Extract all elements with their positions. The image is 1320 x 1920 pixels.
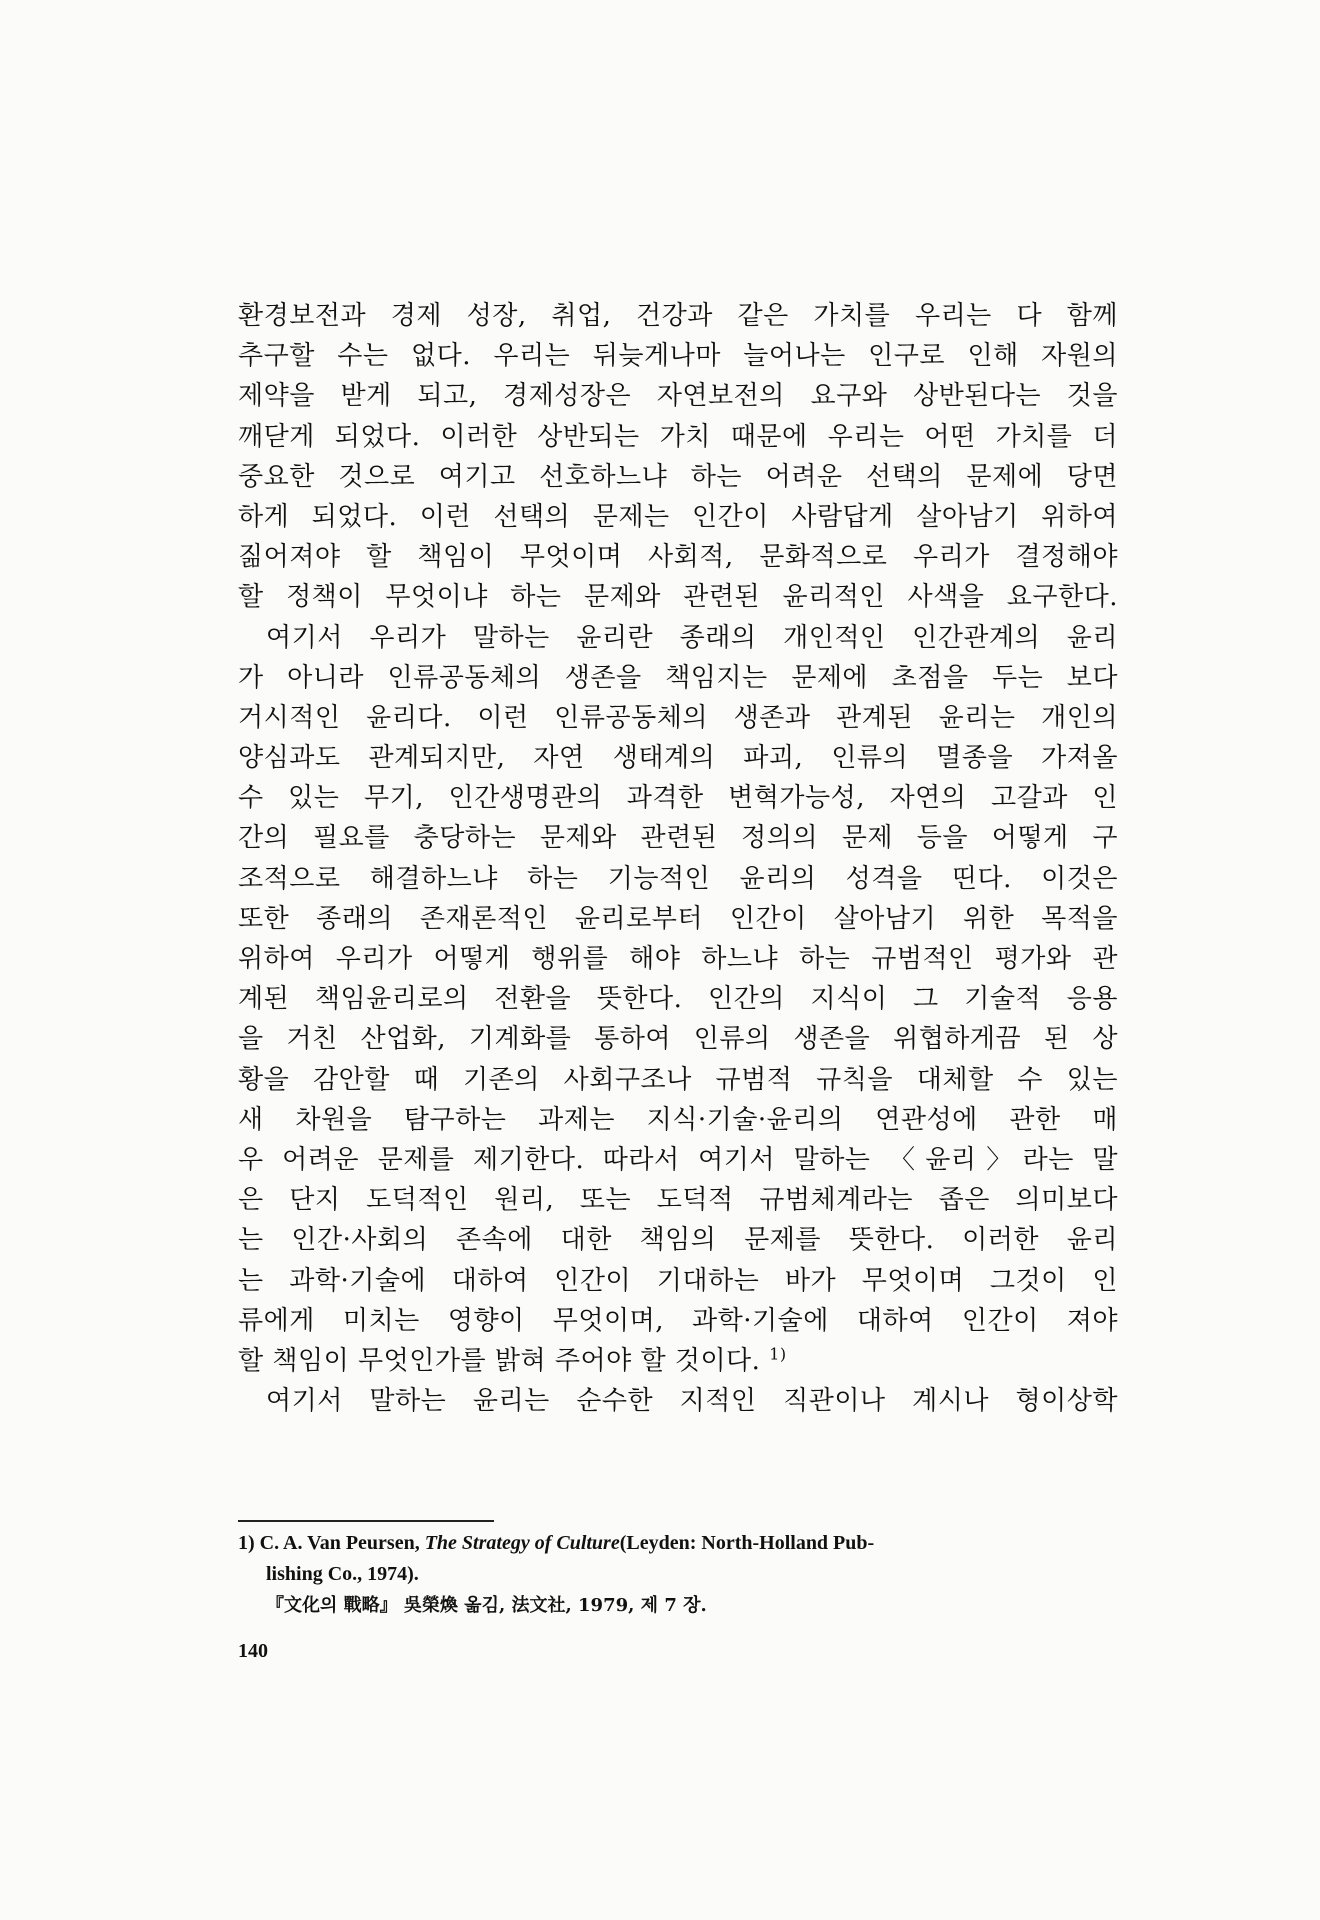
text-line: 수 있는 무기, 인간생명관의 과격한 변혁가능성, 자연의 고갈과 인 — [238, 783, 1118, 814]
footnote-line: 『文化의 戰略』 吳榮煥 옮김, 法文社, 1979, 제 7 장. — [266, 1595, 707, 1616]
text-line: 조적으로 해결하느냐 하는 기능적인 윤리의 성격을 띤다. 이것은 — [238, 863, 1118, 894]
text-line: 제약을 받게 되고, 경제성장은 자연보전의 요구와 상반된다는 것을 — [238, 381, 1118, 412]
footnote-line — [238, 1528, 1118, 1559]
text-line: 을 거친 산업화, 기계화를 통하여 인류의 생존을 위협하게끔 된 상 — [238, 1024, 1118, 1055]
footnote-marker: 1) — [238, 1532, 255, 1554]
text-line: 여기서 말하는 윤리는 순수한 지적인 직관이나 계시나 형이상학 — [266, 1386, 1118, 1417]
footnote-line: lishing Co., 1974). — [266, 1563, 419, 1585]
footnote-publisher: (Leyden: North-Holland Pub- — [619, 1532, 875, 1554]
text-line: 깨닫게 되었다. 이러한 상반되는 가치 때문에 우리는 어떤 가치를 더 — [238, 421, 1118, 452]
text-line: 간의 필요를 충당하는 문제와 관련된 정의의 문제 등을 어떻게 구 — [238, 823, 1118, 854]
text-line: 양심과도 관계되지만, 자연 생태계의 파괴, 인류의 멸종을 가져올 — [238, 743, 1118, 774]
text-line: 또한 종래의 존재론적인 윤리로부터 인간이 살아남기 위한 목적을 — [238, 903, 1118, 934]
text-line: 우 어려운 문제를 제기한다. 따라서 여기서 말하는 〈윤리〉라는 말 — [238, 1144, 1118, 1175]
footnote-reference[interactable]: 1) — [769, 1344, 787, 1364]
footnote-author: C. A. Van Peursen, — [259, 1532, 425, 1554]
text-line: 계된 책임윤리로의 전환을 뜻한다. 인간의 지식이 그 기술적 응용 — [238, 984, 1118, 1015]
text-line: 거시적인 윤리다. 이런 인류공동체의 생존과 관계된 윤리는 개인의 — [238, 702, 1118, 733]
text-line: 황을 감안할 때 기존의 사회구조나 규범적 규칙을 대체할 수 있는 — [238, 1064, 1118, 1095]
footnote-title: The Strategy of Culture — [424, 1532, 620, 1554]
text-line: 류에게 미치는 영향이 무엇이며, 과학·기술에 대하여 인간이 져야 — [238, 1305, 1118, 1336]
text-line: 환경보전과 경제 성장, 취업, 건강과 같은 가치를 우리는 다 함께 — [238, 301, 1118, 331]
text-line — [238, 1341, 1118, 1381]
body-text — [238, 296, 1118, 1421]
text-line: 짊어져야 할 책임이 무엇이며 사회적, 문화적으로 우리가 결정해야 — [238, 542, 1118, 573]
footnote-divider — [238, 1520, 494, 1522]
text-line: 는 인간·사회의 존속에 대한 책임의 문제를 뜻한다. 이러한 윤리 — [238, 1225, 1118, 1256]
text-line: 할 정책이 무엇이냐 하는 문제와 관련된 윤리적인 사색을 요구한다. — [238, 582, 1118, 613]
text-line: 여기서 우리가 말하는 윤리란 종래의 개인적인 인간관계의 윤리 — [266, 622, 1118, 653]
page-number: 140 — [238, 1640, 268, 1662]
text-line-content: 할 책임이 무엇인가를 밝혀 주어야 할 것이다. — [238, 1345, 761, 1376]
text-line: 하게 되었다. 이런 선택의 문제는 인간이 사람답게 살아남기 위하여 — [238, 501, 1118, 532]
footnotes — [238, 1528, 1118, 1621]
text-line: 추구할 수는 없다. 우리는 뒤늦게나마 늘어나는 인구로 인해 자원의 — [238, 341, 1118, 372]
text-line: 위하여 우리가 어떻게 행위를 해야 하느냐 하는 규범적인 평가와 관 — [238, 944, 1118, 974]
text-line: 중요한 것으로 여기고 선호하느냐 하는 어려운 선택의 문제에 당면 — [238, 461, 1118, 492]
text-line: 는 과학·기술에 대하여 인간이 기대하는 바가 무엇이며 그것이 인 — [238, 1265, 1118, 1296]
text-line: 새 차원을 탐구하는 과제는 지식·기술·윤리의 연관성에 관한 매 — [238, 1104, 1118, 1135]
text-line: 은 단지 도덕적인 원리, 또는 도덕적 규범체계라는 좁은 의미보다 — [238, 1185, 1118, 1216]
text-line: 가 아니라 인류공동체의 생존을 책임지는 문제에 초점을 두는 보다 — [238, 662, 1118, 693]
